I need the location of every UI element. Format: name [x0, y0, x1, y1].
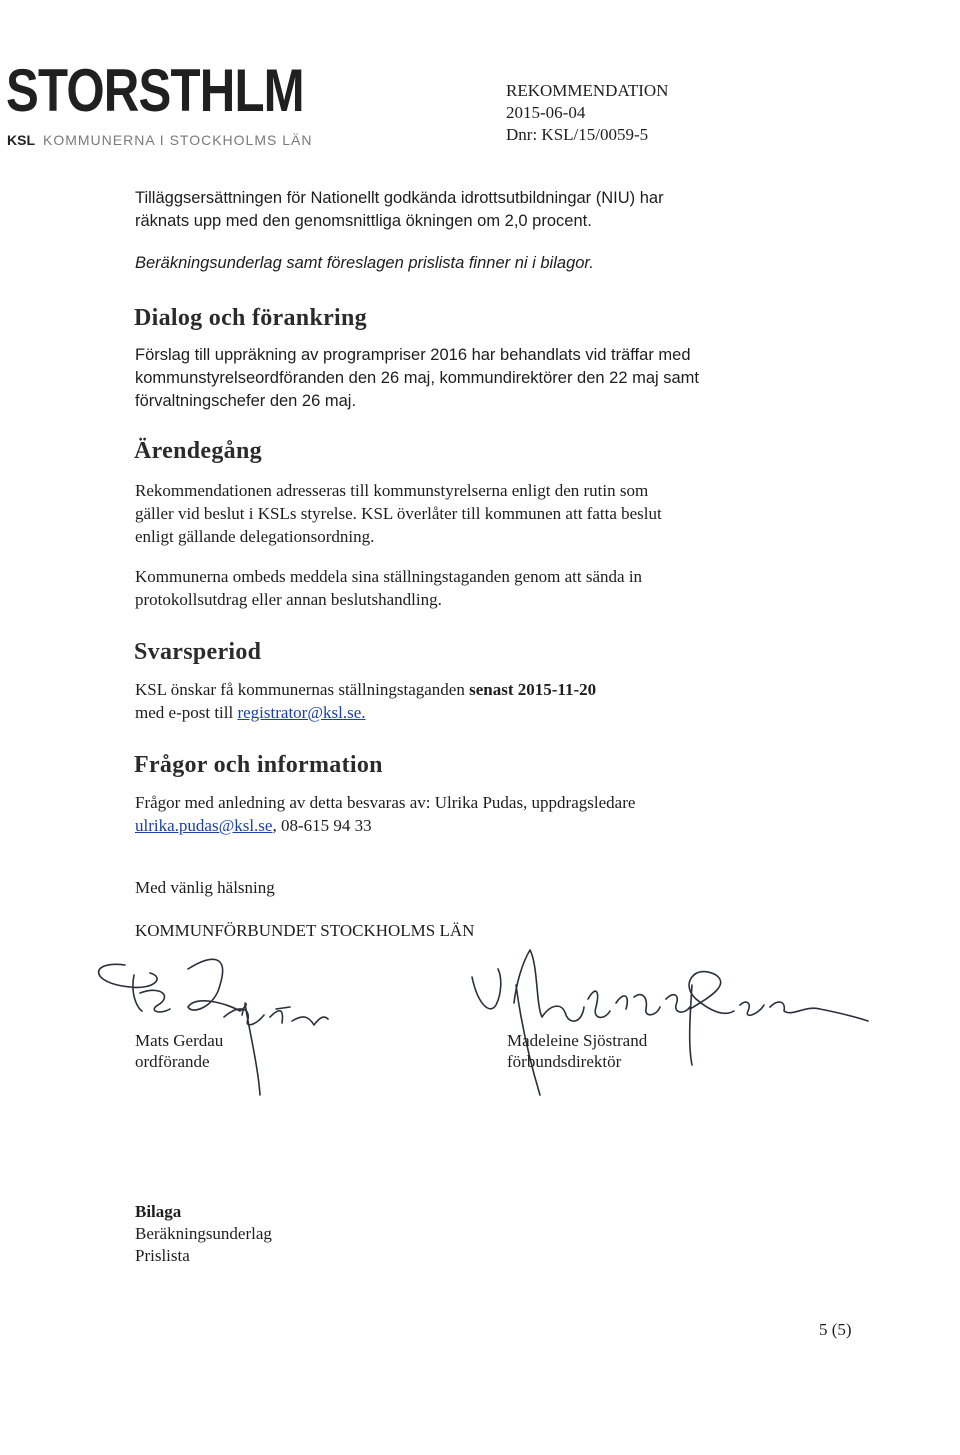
fragor-paragraph — [135, 791, 815, 837]
signer-name: Madeleine Sjöstrand — [507, 1031, 648, 1050]
signature-1-stroke — [99, 959, 328, 1025]
section-heading-svarsperiod: Svarsperiod — [134, 639, 262, 665]
dialog-line: förvaltningschefer den 26 maj. — [135, 392, 357, 410]
closing-greeting: Med vänlig hälsning — [135, 878, 275, 897]
arendegang-line: protokollsutdrag eller annan beslutshandling. — [135, 590, 442, 609]
document-date: 2015-06-04 — [506, 103, 586, 122]
fragor-line — [135, 814, 815, 837]
attachments — [135, 1201, 815, 1267]
attachment-item: Beräkningsunderlag — [135, 1224, 272, 1243]
closing-organization: KOMMUNFÖRBUNDET STOCKHOLMS LÄN — [135, 921, 475, 940]
section-heading-fragor: Frågor och information — [134, 752, 383, 778]
logo-subtitle — [7, 132, 312, 148]
arendegang-paragraph-1 — [135, 479, 815, 548]
document-meta — [506, 80, 668, 146]
svarsperiod-text: med e-post till — [135, 703, 238, 722]
document-dnr: Dnr: KSL/15/0059-5 — [506, 125, 649, 144]
arendegang-paragraph-2 — [135, 565, 815, 611]
signer-title: förbundsdirektör — [507, 1052, 622, 1071]
logo-subtitle-text: KOMMUNERNA I STOCKHOLMS LÄN — [43, 132, 313, 148]
section-heading-arendegang: Ärendegång — [134, 438, 262, 464]
svarsperiod-line — [135, 701, 815, 724]
registrator-email-link[interactable]: registrator@ksl.se. — [237, 703, 366, 722]
intro-line: Tilläggsersättningen för Nationellt godkända idrottsutbildningar (NIU) har — [135, 189, 664, 207]
contact-phone: , 08-615 94 33 — [272, 816, 372, 835]
signature-2-loop — [689, 972, 868, 1021]
dialog-line: Förslag till uppräkning av programpriser 2016 har behandlats vid träffar med — [135, 346, 691, 364]
attachments-heading: Bilaga — [135, 1202, 182, 1221]
signature-1-tail — [245, 1003, 260, 1095]
svarsperiod-line — [135, 678, 815, 701]
signer-block-2 — [507, 1030, 647, 1072]
svarsperiod-paragraph — [135, 678, 815, 724]
dialog-line: kommunstyrelseordföranden den 26 maj, kommundirektörer den 22 maj samt — [135, 369, 700, 387]
logo-org: KSL — [7, 132, 35, 148]
dialog-paragraph — [135, 344, 815, 413]
signer-title: ordförande — [135, 1052, 210, 1071]
svarsperiod-text: KSL önskar få kommunernas ställningstaganden — [135, 680, 470, 699]
signer-name: Mats Gerdau — [135, 1031, 224, 1050]
signer-block-1 — [135, 1030, 223, 1072]
logo-wordmark: STORSTHLM — [6, 57, 304, 124]
arendegang-line: gäller vid beslut i KSLs styrelse. KSL överlåter till kommunen att fatta beslut — [135, 504, 662, 523]
intro-italic-note: Beräkningsunderlag samt föreslagen prislista finner ni i bilagor. — [135, 254, 594, 272]
intro-paragraph — [135, 187, 815, 233]
section-heading-dialog: Dialog och förankring — [134, 305, 367, 331]
signature-2-stroke — [472, 950, 690, 1021]
arendegang-line: Rekommendationen adresseras till kommunstyrelserna enligt den rutin som — [135, 481, 649, 500]
intro-line: räknats upp med den genomsnittliga ökningen om 2,0 procent. — [135, 212, 592, 230]
deadline-date: senast 2015-11-20 — [469, 680, 597, 699]
contact-email-link[interactable]: ulrika.pudas@ksl.se — [135, 816, 273, 835]
arendegang-line: enligt gällande delegationsordning. — [135, 527, 375, 546]
fragor-line: Frågor med anledning av detta besvaras av: Ulrika Pudas, uppdragsledare — [135, 793, 636, 812]
document-type: REKOMMENDATION — [506, 81, 669, 100]
attachment-item: Prislista — [135, 1246, 190, 1265]
page-number: 5 (5) — [819, 1320, 852, 1339]
arendegang-line: Kommunerna ombeds meddela sina ställningstaganden genom att sända in — [135, 567, 643, 586]
